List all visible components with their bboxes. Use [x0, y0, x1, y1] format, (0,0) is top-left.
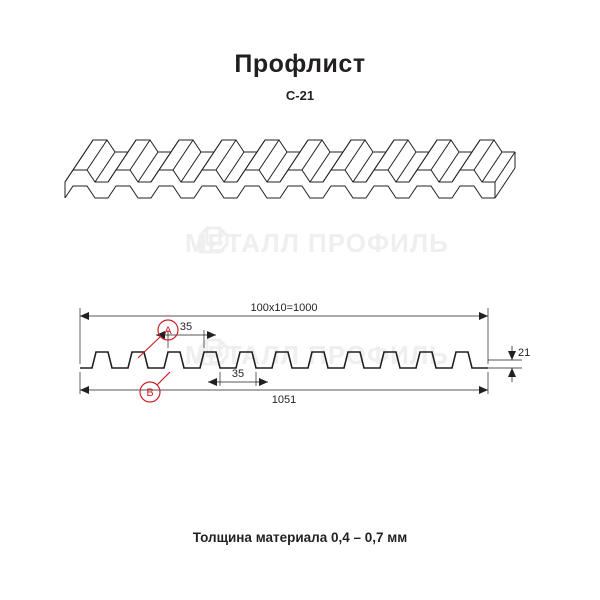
dimension-label-working-width: 100х10=1000 [250, 302, 318, 314]
cross-section-technical-drawing [60, 290, 540, 420]
watermark-text-bottom: МЕТАЛЛ ПРОФИЛЬ [185, 340, 449, 370]
page-subtitle: С-21 [285, 88, 315, 103]
material-thickness-note: Толщина материала 0,4 – 0,7 мм [192, 530, 408, 545]
dimension-label-profile-height: 21 [518, 347, 531, 359]
isometric-sheet-illustration [60, 130, 540, 240]
dimension-label-rib-top-pitch: 35 [179, 321, 193, 333]
marker-b-label: B [146, 387, 154, 399]
watermark-text-top: МЕТАЛЛ ПРОФИЛЬ [185, 228, 449, 258]
page-title: Профлист [234, 50, 366, 78]
marker-a-label: A [164, 325, 172, 337]
dimension-label-rib-bottom-pitch: 35 [231, 368, 245, 380]
marker-b [140, 372, 170, 402]
dimension-label-total-width: 1051 [271, 394, 297, 406]
